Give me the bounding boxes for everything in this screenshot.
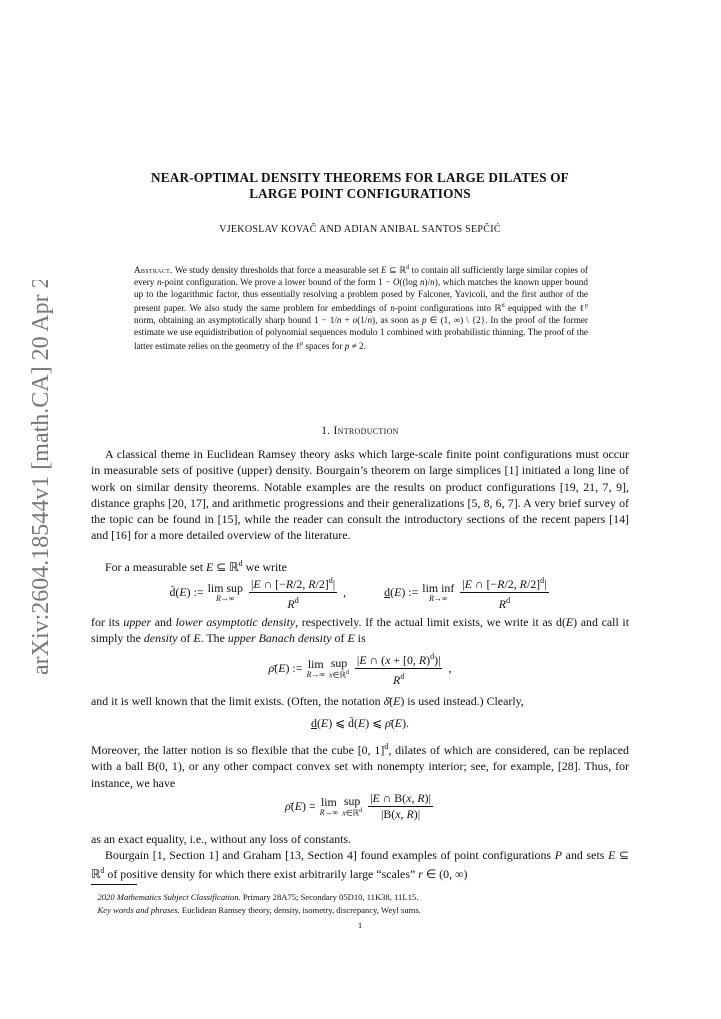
abstract: Abstract. We study density thresholds that force a measurable set E ⊆ ℝ$^d$ to contain all sufficiently large similar copies of every n-point configuration. We prove a lower bound of the form 1 − O((log n)/n), which matches the known upper bound up to the logarithmic factor, thus essentially resolving a problem posed by Falconer, Yavicoli, and the first author of the present paper. We also study the same problem for embeddings of n-point configurations into ℝ$^d$ equipped with the ℓ$^p$ norm, obtaining an asymptotically sharp bound 1 − 1/n + o(1/n), as soon as p ∈ (1, ∞) \ {2}. In the proof of the former estimate we use equidistribution of polynomial sequences modulo 1 combined with probabilistic thinning. The proof of the latter estimate relies on the geometry of the ℓ$^p$ spaces for p ≠ 2. — [134, 265, 589, 352]
paper-title — [100, 170, 620, 202]
intro-paragraph-4: and it is well known that the limit exists. (Often, the notation δ̄(E) is used instead.) Clearly, — [91, 694, 524, 708]
arxiv-identifier-stamp — [8, 280, 58, 680]
equation-banach-density: ρ̄(E) := lim R→∞ sup x∈ℝ$^d$ $\frac{|E \cap (x + [0, R)^d)|}{R^d}$ , — [268, 652, 452, 687]
footnote-kw-label: Key words and phrases. — [97, 905, 180, 915]
arxiv-id-text: arXiv:2604.18544v1 [math.CA] 20 Apr 2026 — [28, 280, 54, 675]
footnote-divider — [91, 884, 137, 885]
equation-banach-ball: ρ̄(E) = lim R→∞ sup x∈ℝ$^d$ $\frac{|E \cap B(x, R)|}{|B(x, R)|}$ — [285, 791, 431, 821]
page-number: 1 — [357, 920, 363, 930]
title-line-1: NEAR-OPTIMAL DENSITY THEOREMS FOR LARGE DILATES OF — [151, 170, 569, 185]
intro-paragraph-6: as an exact equality, i.e., without any loss of constants. — [91, 832, 352, 846]
paper-authors: VJEKOSLAV KOVAČ AND ADIAN ANIBAL SANTOS SEPČIĆ — [219, 224, 501, 235]
intro-paragraph-1: A classical theme in Euclidean Ramsey theory asks which large-scale finite point configurations must occur in measurable sets of positive (upper) density. Bourgain’s theorem on large simplices [1] initiated a long line of work on similar density theorems. Notable examples are the results on product configurations [19, 21, 7, 9], distance graphs [20, 17], and arithmetic progressions and their generalizations [5, 8, 6, 7]. A very brief survey of the topic can be found in [15], while the reader can consult the introductory sections of the recent papers [14] and [16] for a more detailed overview of the literature. — [91, 447, 629, 543]
section-heading: 1. Introduction — [321, 425, 399, 437]
intro-paragraph-5: Moreover, the latter notion is so flexible that the cube [0, 1]$^d$, dilates of which are considered, can be replaced with a ball B(0, 1), or any other compact convex set with nonempty interior; see, for example, [28]. Thus, for instance, we have — [91, 742, 629, 790]
footnote-kw-text: Euclidean Ramsey theory, density, isometry, discrepancy, Weyl sums. — [181, 905, 421, 915]
title-line-2: LARGE POINT CONFIGURATIONS — [249, 186, 471, 201]
footnote-keywords — [91, 904, 629, 916]
equation-density-inequality: d(E) ⩽ d̄(E) ⩽ ρ̄(E). — [311, 716, 409, 730]
intro-paragraph-2: For a measurable set E ⊆ ℝ$^d$ we write — [105, 559, 287, 574]
equation-upper-lower-density: d̄(E) := lim sup R→∞ $\frac{|E \cap [-R/2, R/2]^d|}{R^d}$ , d(E) := lim inf R→∞ $\frac{|E \cap [-R/2, R/2]^d|}{R^d}$ — [169, 576, 547, 611]
abstract-label: Abstract. — [134, 265, 173, 276]
footnote-msc-text: Primary 28A75; Secondary 05D10, 11K38, 11L15. — [242, 892, 419, 902]
footnote-msc-label: 2020 Mathematics Subject Classification. — [97, 892, 241, 902]
intro-paragraph-7: Bourgain [1, Section 1] and Graham [13, Section 4] found examples of point configurations P and sets E ⊆ ℝ$^d$ of positive density for which there exist arbitrarily large “scales” r ∈ (0, ∞) — [91, 848, 629, 882]
intro-paragraph-3: for its upper and lower asymptotic density, respectively. If the actual limit exists, we write it as d(E) and call it simply the density of E. The upper Banach density of E is — [91, 615, 629, 646]
footnote-msc — [91, 891, 629, 903]
